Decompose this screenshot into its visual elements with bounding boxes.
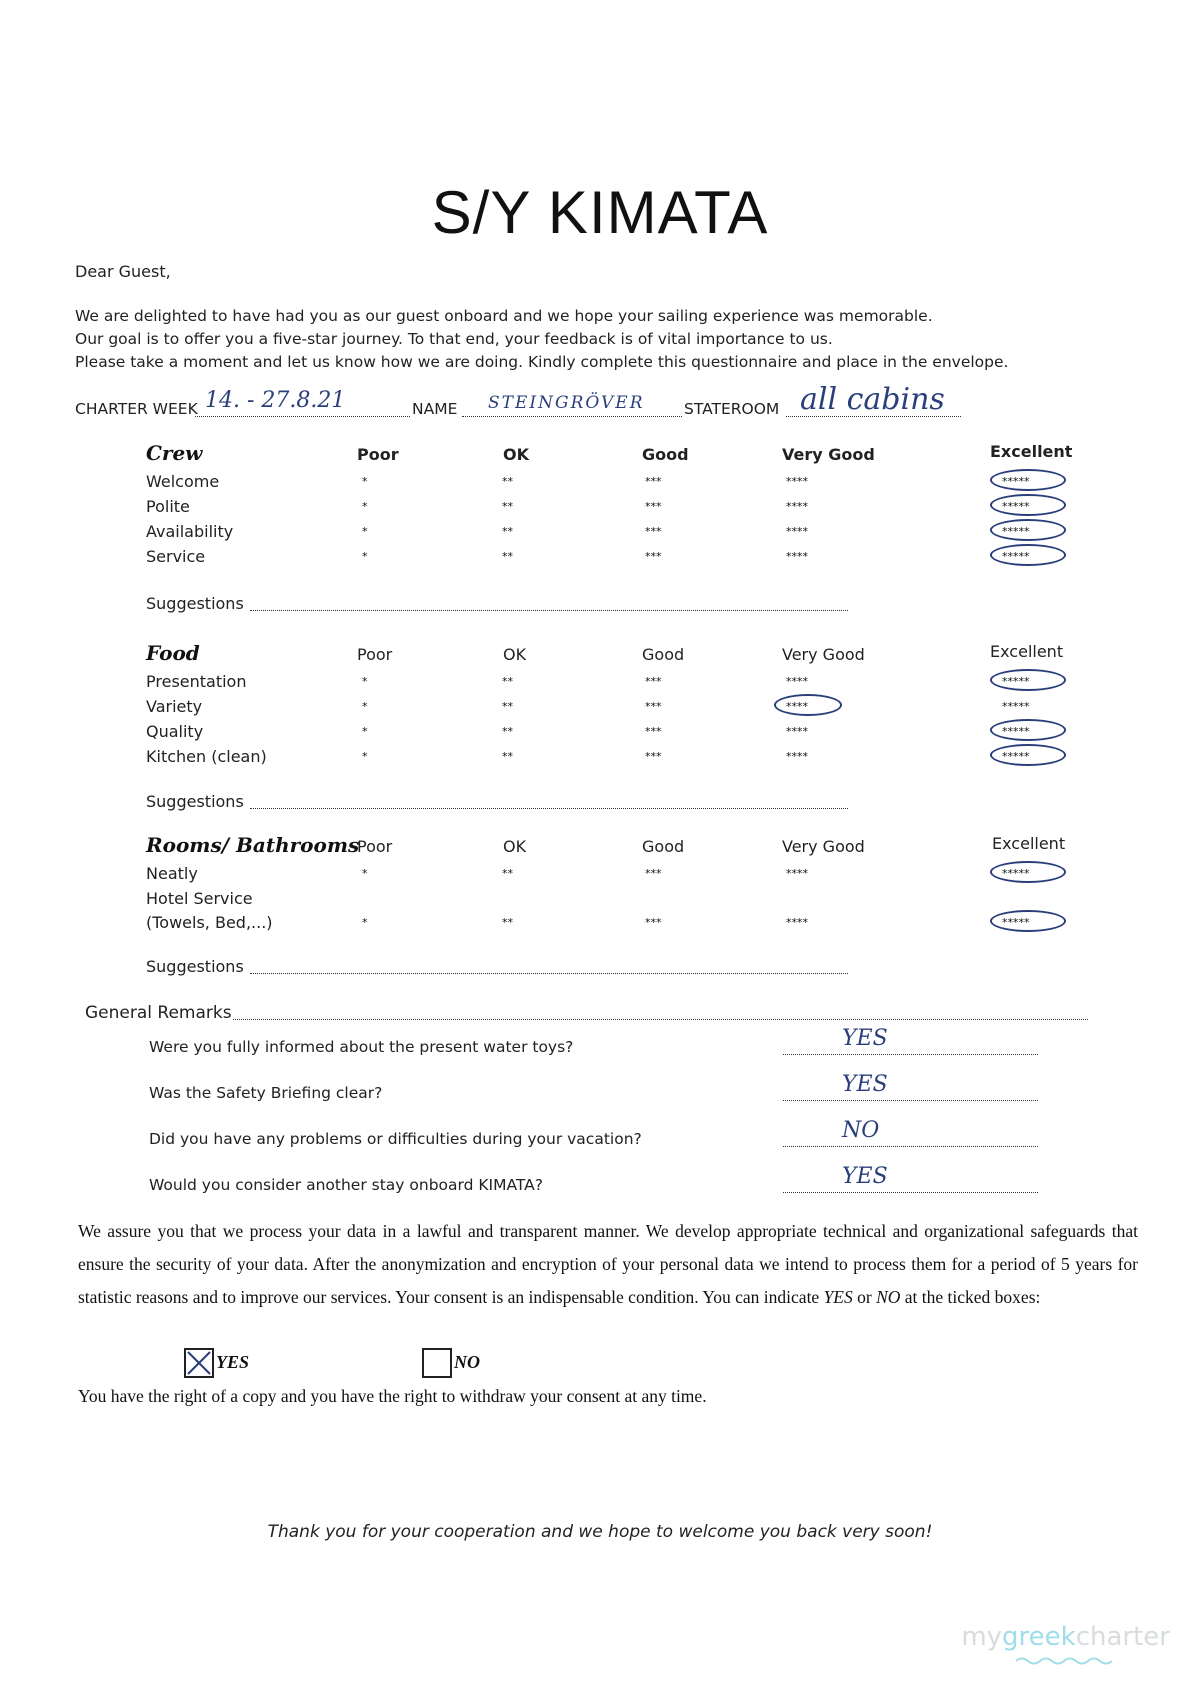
selected-rating-circle <box>990 861 1066 883</box>
rating-option[interactable]: ** <box>502 550 513 563</box>
consent-yes-checkbox[interactable] <box>184 1348 214 1378</box>
answer-field[interactable] <box>783 1178 1038 1193</box>
greeting: Dear Guest, <box>75 262 171 281</box>
column-header: OK <box>503 645 527 664</box>
column-header: Excellent <box>990 442 1073 461</box>
rights-text: You have the right of a copy and you have the right to withdraw your consent at any time. <box>78 1386 707 1406</box>
watermark-part2: greek <box>1002 1622 1076 1652</box>
rating-option[interactable]: *** <box>645 750 662 763</box>
suggestions-field[interactable] <box>250 596 848 611</box>
column-header: OK <box>503 445 529 464</box>
rating-option[interactable]: * <box>362 500 368 513</box>
rating-option[interactable]: **** <box>786 475 808 488</box>
watermark-logo <box>961 1622 1170 1652</box>
rating-option[interactable]: * <box>362 675 368 688</box>
rating-option[interactable]: **** <box>786 725 808 738</box>
name-value: STEINGRÖVER <box>488 393 645 413</box>
answer-value: YES <box>842 1026 888 1051</box>
question-text: Was the Safety Briefing clear? <box>149 1084 383 1102</box>
rating-option[interactable]: *** <box>645 525 662 538</box>
general-remarks-field[interactable] <box>233 1005 1088 1020</box>
rating-option[interactable]: **** <box>786 750 808 763</box>
answer-value: YES <box>842 1072 888 1097</box>
column-header: Poor <box>357 645 393 664</box>
rating-option[interactable]: ***** <box>1002 867 1030 880</box>
answer-value: NO <box>842 1118 880 1143</box>
section-title: Crew <box>146 441 203 465</box>
suggestions-label: Suggestions <box>146 594 244 613</box>
rating-option[interactable]: ** <box>502 525 513 538</box>
suggestions-label: Suggestions <box>146 792 244 811</box>
rating-option[interactable]: **** <box>786 675 808 688</box>
rating-option[interactable]: * <box>362 725 368 738</box>
rating-option[interactable]: ** <box>502 500 513 513</box>
rating-option[interactable]: **** <box>786 550 808 563</box>
selected-rating-circle <box>990 744 1066 766</box>
general-remarks-label: General Remarks <box>85 1003 232 1023</box>
rating-option[interactable]: * <box>362 700 368 713</box>
privacy-or-word: or <box>852 1287 877 1307</box>
rating-option[interactable]: ***** <box>1002 700 1030 713</box>
question-text: Were you fully informed about the present water toys? <box>149 1038 574 1056</box>
column-header: Poor <box>357 445 399 464</box>
rating-option[interactable]: ** <box>502 750 513 763</box>
column-header: Poor <box>357 837 393 856</box>
section-title: Food <box>146 641 200 665</box>
rating-option[interactable]: * <box>362 867 368 880</box>
column-header: Excellent <box>992 834 1066 853</box>
rating-option[interactable]: ** <box>502 916 513 929</box>
privacy-text <box>78 1215 1138 1314</box>
rating-option[interactable]: *** <box>645 675 662 688</box>
rating-option[interactable]: ***** <box>1002 500 1030 513</box>
suggestions-label: Suggestions <box>146 957 244 976</box>
rating-option[interactable]: *** <box>645 550 662 563</box>
rating-option[interactable]: ** <box>502 725 513 738</box>
rating-option[interactable]: **** <box>786 867 808 880</box>
row-label-2: (Towels, Bed,...) <box>146 913 273 932</box>
row-label: Polite <box>146 497 190 516</box>
rating-option[interactable]: **** <box>786 916 808 929</box>
rating-option[interactable]: * <box>362 550 368 563</box>
rating-option[interactable]: * <box>362 475 368 488</box>
rating-option[interactable]: ***** <box>1002 475 1030 488</box>
privacy-no-word: NO <box>876 1287 901 1307</box>
rating-option[interactable]: *** <box>645 475 662 488</box>
column-header: Good <box>642 837 685 856</box>
column-header: Very Good <box>782 445 875 464</box>
selected-rating-circle <box>774 694 842 716</box>
rating-option[interactable]: *** <box>645 867 662 880</box>
intro-line-2: Our goal is to offer you a five-star journey. To that end, your feedback is of vital importance to us. <box>75 330 833 348</box>
suggestions-field[interactable] <box>250 959 848 974</box>
rating-option[interactable]: **** <box>786 500 808 513</box>
suggestions-field[interactable] <box>250 794 848 809</box>
answer-value: YES <box>842 1164 888 1189</box>
selected-rating-circle <box>990 719 1066 741</box>
rating-option[interactable]: ** <box>502 675 513 688</box>
watermark-part3: charter <box>1075 1622 1170 1652</box>
answer-field[interactable] <box>783 1086 1038 1101</box>
selected-rating-circle <box>990 910 1066 932</box>
row-label: Service <box>146 547 206 566</box>
row-label: Presentation <box>146 672 247 691</box>
rating-option[interactable]: * <box>362 750 368 763</box>
privacy-tail: at the ticked boxes: <box>900 1287 1041 1307</box>
rating-option[interactable]: ** <box>502 867 513 880</box>
selected-rating-circle <box>990 544 1066 566</box>
question-text: Would you consider another stay onboard KIMATA? <box>149 1176 543 1194</box>
rating-option[interactable]: ***** <box>1002 725 1030 738</box>
row-label: Neatly <box>146 864 198 883</box>
stateroom-value: all cabins <box>800 382 945 417</box>
answer-field[interactable] <box>783 1132 1038 1147</box>
rating-option[interactable]: *** <box>645 725 662 738</box>
rating-option[interactable]: *** <box>645 916 662 929</box>
intro-line-3: Please take a moment and let us know how we are doing. Kindly complete this questionnaire and place in the envelope. <box>75 353 1009 371</box>
column-header: Excellent <box>990 642 1064 661</box>
column-header: Very Good <box>782 645 865 664</box>
rating-option[interactable]: ***** <box>1002 525 1030 538</box>
charter-week-label: CHARTER WEEK <box>75 400 198 418</box>
row-label: Kitchen (clean) <box>146 747 267 766</box>
rating-option[interactable]: * <box>362 525 368 538</box>
rating-option[interactable]: ** <box>502 700 513 713</box>
check-x-icon <box>186 1350 212 1376</box>
page-title: S/Y KIMATA <box>431 179 769 246</box>
column-header: Good <box>642 645 685 664</box>
rating-option[interactable]: *** <box>645 500 662 513</box>
question-text: Did you have any problems or difficulties during your vacation? <box>149 1130 642 1148</box>
selected-rating-circle <box>990 469 1066 491</box>
section-title: Rooms/ Bathrooms <box>146 833 360 857</box>
consent-yes-label: YES <box>216 1352 250 1372</box>
consent-no-label: NO <box>454 1352 480 1372</box>
rating-option[interactable]: ** <box>502 475 513 488</box>
rating-option[interactable]: ***** <box>1002 750 1030 763</box>
rating-option[interactable]: **** <box>786 525 808 538</box>
rating-option[interactable]: ***** <box>1002 550 1030 563</box>
watermark-part1: my <box>961 1622 1003 1652</box>
closing-text: Thank you for your cooperation and we hope to welcome you back very soon! <box>267 1522 933 1542</box>
wave-icon <box>1016 1656 1116 1666</box>
answer-field[interactable] <box>783 1040 1038 1055</box>
row-label: Welcome <box>146 472 220 491</box>
name-label: NAME <box>412 400 458 418</box>
selected-rating-circle <box>990 669 1066 691</box>
rating-option[interactable]: * <box>362 916 368 929</box>
rating-option[interactable]: ***** <box>1002 916 1030 929</box>
rating-option[interactable]: *** <box>645 700 662 713</box>
column-header: OK <box>503 837 527 856</box>
row-label: Hotel Service <box>146 889 253 908</box>
rating-option[interactable]: **** <box>786 700 808 713</box>
row-label: Variety <box>146 697 203 716</box>
intro-line-1: We are delighted to have had you as our guest onboard and we hope your sailing experience was memorable. <box>75 307 933 325</box>
selected-rating-circle <box>990 519 1066 541</box>
charter-week-value: 14. - 27.8.21 <box>205 388 346 413</box>
selected-rating-circle <box>990 494 1066 516</box>
privacy-body: We assure you that we process your data in a lawful and transparent manner. We develop appropriate technical and organizational safeguards that ensure the security of your data. After the anonymization and encryption of your personal data we intend to process them for a period of 5 years for statistic reasons and to improve our services. Your consent is an indispensable condition. You can indicate <box>78 1221 1138 1307</box>
stateroom-label: STATEROOM <box>684 400 780 418</box>
rating-option[interactable]: ***** <box>1002 675 1030 688</box>
privacy-yes-word: YES <box>823 1287 853 1307</box>
row-label: Quality <box>146 722 204 741</box>
consent-no-checkbox[interactable] <box>422 1348 452 1378</box>
row-label: Availability <box>146 522 234 541</box>
column-header: Very Good <box>782 837 865 856</box>
column-header: Good <box>642 445 689 464</box>
